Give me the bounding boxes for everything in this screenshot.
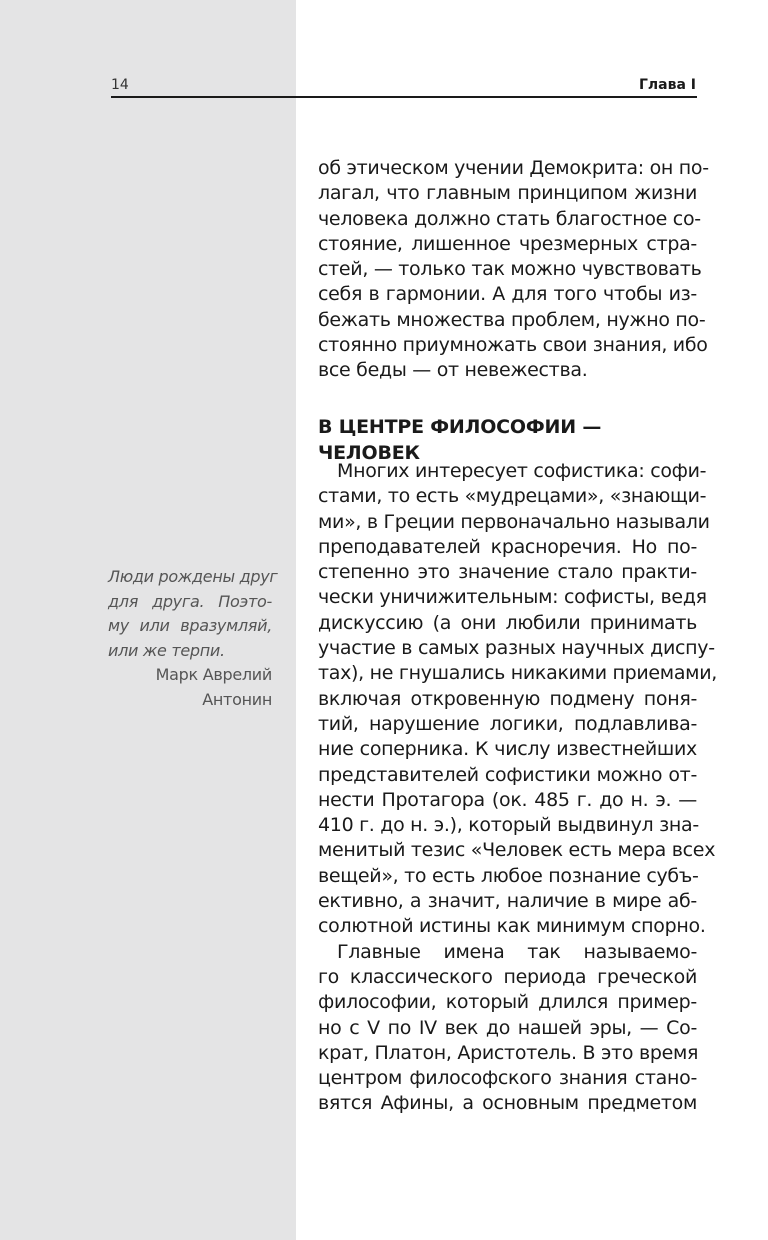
text-line: дискуссию (а они любили принимать [318, 611, 697, 634]
quote-line: Люди рождены друг [108, 567, 278, 586]
text-line: все беды — от невежества. [318, 359, 588, 382]
quote-line: для друга. Поэто- [108, 591, 272, 611]
text-line: степенно это значение стало практи- [318, 561, 697, 584]
text-line: бежать множества проблем, нужно по- [318, 308, 706, 331]
text-line: философии, который длился пример- [318, 991, 697, 1014]
epigraph-quote [108, 565, 278, 663]
text-line: ми», в Греции первоначально называли [318, 510, 710, 533]
text-line: но с V по IV век до нашей эры, — Со- [318, 1016, 697, 1039]
text-line: крат, Платон, Аристотель. В это время [318, 1041, 699, 1064]
text-line: Главные имена так называемо- [337, 940, 697, 963]
text-line: нести Протагора (ок. 485 г. до н. э. — [318, 788, 697, 811]
text-line: человека должно стать благостное со- [318, 207, 701, 230]
running-head: Глава I [638, 77, 696, 93]
text-line: лагал, что главным принципом жизни [318, 182, 697, 205]
paragraph-2 [318, 459, 718, 940]
text-line: стами, то есть «мудрецами», «знающи- [318, 485, 707, 508]
body-text [318, 459, 718, 1117]
text-line: 410 г. до н. э.), который выдвинул зна- [318, 814, 699, 837]
header-rule [111, 96, 697, 98]
sidenote-epigraph [108, 565, 278, 712]
quote-line: или же терпи. [108, 640, 225, 660]
text-line: центром философского знания стано- [318, 1067, 697, 1090]
page-number: 14 [111, 77, 129, 93]
text-line: участие в самых разных научных диспу- [318, 637, 715, 660]
paragraph-3 [318, 940, 697, 1117]
text-line: стоянно приумножать свои знания, ибо [318, 334, 708, 357]
text-line: менитый тезис «Человек есть мера всех [318, 839, 716, 862]
text-line: солютной истины как минимум спорно. [318, 915, 706, 938]
author-line: Антонин [202, 689, 272, 709]
paragraph-1 [318, 156, 709, 384]
text-line: себя в гармонии. А для того чтобы из- [318, 283, 697, 306]
section-heading: В ЦЕНТРЕ ФИЛОСОФИИ — ЧЕЛОВЕК [318, 416, 602, 464]
text-line: вятся Афины, а основным предметом [318, 1092, 697, 1115]
text-line: представителей софистики можно от- [318, 763, 697, 786]
text-line: стей, — только так можно чувствовать [318, 258, 702, 281]
text-line: стояние, лишенное чрезмерных стра- [318, 232, 697, 255]
text-line: ние соперника. К числу известнейших [318, 738, 697, 761]
text-line: чески уничижительным: софисты, ведя [318, 586, 707, 609]
text-line: тий, нарушение логики, подлавлива- [318, 712, 697, 735]
quote-line: му или вразумляй, [108, 616, 272, 635]
text-line: об этическом учении Демокрита: он по- [318, 157, 709, 179]
text-line: ективно, а значит, наличие в мире аб- [318, 890, 697, 913]
text-line: тах), не гнушались никакими приемами, [318, 662, 718, 685]
epigraph-author [108, 663, 272, 712]
text-line: преподавателей красноречия. Но по- [318, 535, 697, 558]
text-line: вещей», то есть любое познание субъ- [318, 864, 699, 887]
text-line: включая откровенную подмену поня- [318, 687, 697, 710]
text-line: го классического периода греческой [318, 965, 697, 988]
text-line: Многих интересует софистика: софи- [337, 460, 707, 482]
author-line: Марк Аврелий [155, 665, 272, 684]
